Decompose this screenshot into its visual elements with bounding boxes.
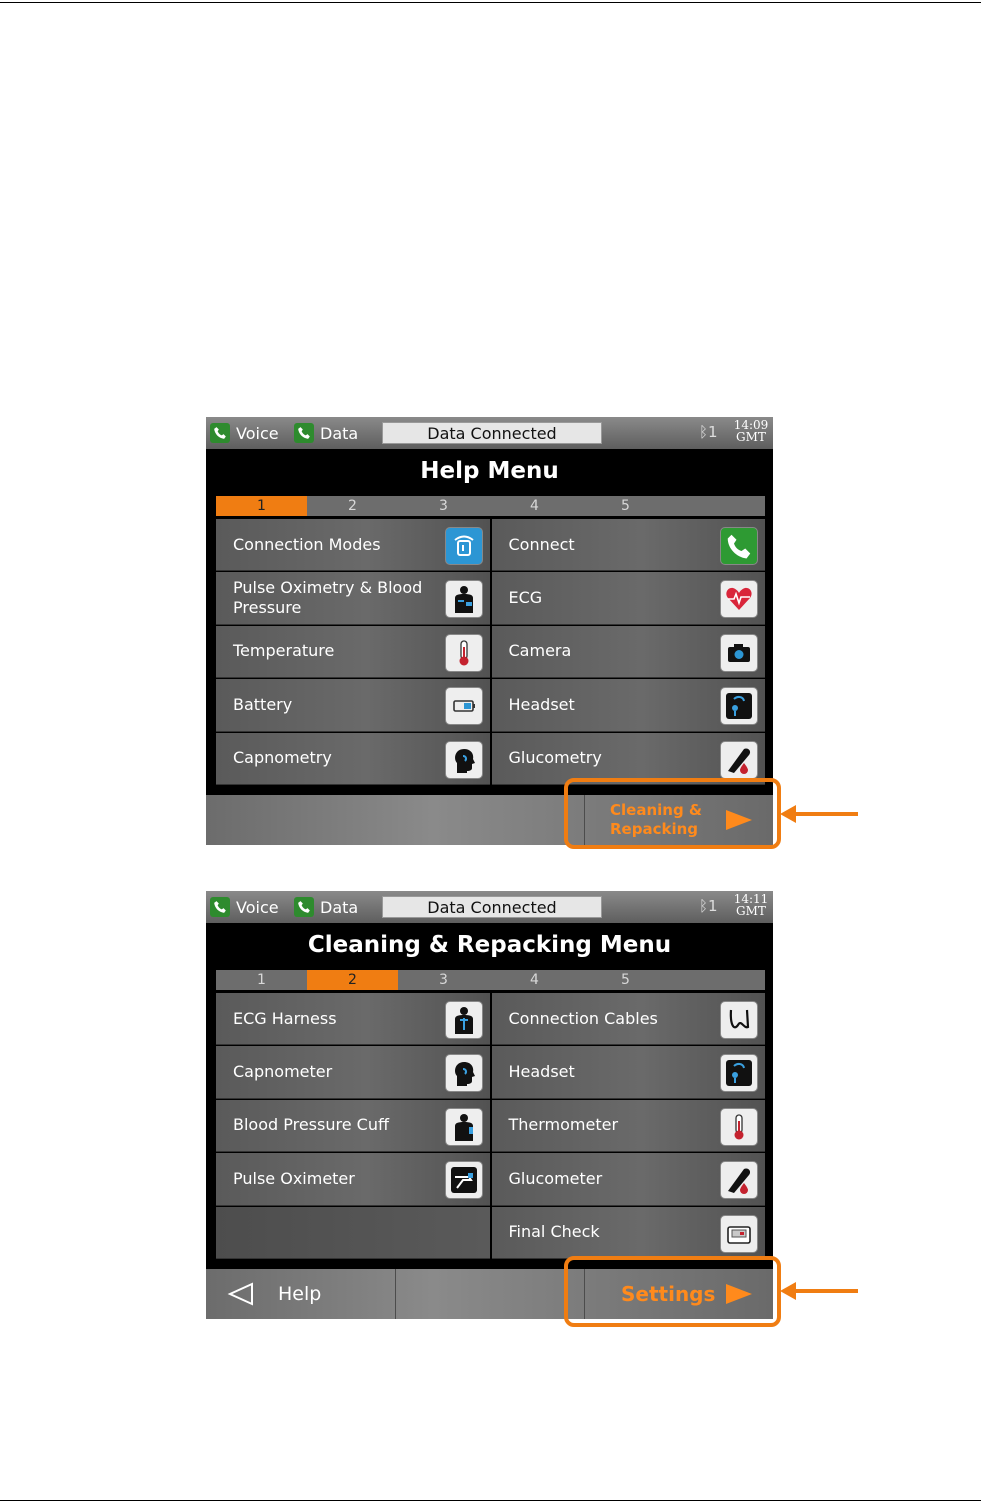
menu-item-label: Glucometry <box>508 748 602 768</box>
tab-page-5[interactable]: 5 <box>621 498 630 514</box>
camera-icon <box>720 634 758 672</box>
menu-item-capnometry[interactable] <box>216 733 490 785</box>
arrow-left-icon <box>780 1276 860 1306</box>
tab-page-4[interactable]: 4 <box>530 498 539 514</box>
bluetooth-status: ᛒ1 <box>699 423 718 441</box>
tab-page-1[interactable]: 1 <box>257 972 266 988</box>
menu-item-connect[interactable] <box>492 519 766 571</box>
bp-cuff-icon <box>445 1108 483 1146</box>
clock-time: 14:11 <box>733 892 769 906</box>
glucometer-icon <box>720 1161 758 1199</box>
phone-icon <box>210 897 230 917</box>
menu-item-final-check[interactable] <box>492 1207 766 1259</box>
capnometry-icon <box>445 1054 483 1092</box>
voice-label: Voice <box>236 897 279 917</box>
status-bar <box>206 891 773 923</box>
menu-item-capnometer[interactable] <box>216 1046 490 1098</box>
menu-item-thermometer[interactable] <box>492 1100 766 1152</box>
highlight-frame <box>564 1256 781 1327</box>
page-tabs <box>216 496 765 516</box>
page-title: Help Menu <box>420 458 559 484</box>
menu-empty-cell <box>216 1207 490 1259</box>
menu-item-ecg-harness[interactable] <box>216 993 490 1045</box>
voice-status <box>210 891 279 923</box>
glucometer-icon <box>720 741 758 779</box>
cleaning-repacking-menu-screen <box>206 891 773 1319</box>
page-tabs <box>216 970 765 990</box>
clock-timezone: GMT <box>736 904 766 918</box>
tab-page-5[interactable]: 5 <box>621 972 630 988</box>
menu-item-label: Battery <box>233 694 293 714</box>
tab-page-2[interactable]: 2 <box>348 498 357 514</box>
page-top-rule <box>0 2 981 3</box>
data-status <box>294 891 358 923</box>
ecg-harness-icon <box>445 1001 483 1039</box>
menu-item-connection-modes[interactable] <box>216 519 490 571</box>
pulse-oximeter-icon <box>445 1161 483 1199</box>
menu-item-label: Thermometer <box>508 1115 619 1135</box>
battery-icon <box>445 687 483 725</box>
menu-item-ecg[interactable] <box>492 572 766 624</box>
data-label: Data <box>320 423 359 443</box>
bluetooth-status: ᛒ1 <box>699 897 718 915</box>
tab-page-4[interactable]: 4 <box>530 972 539 988</box>
menu-item-label: ECG <box>508 588 543 608</box>
headset-icon <box>720 687 758 725</box>
page-title: Cleaning & Repacking Menu <box>307 932 672 958</box>
menu-grid <box>216 519 765 781</box>
phone-icon <box>294 423 314 443</box>
menu-item-label: Pulse Oximetry & Blood Pressure <box>233 578 423 618</box>
clock <box>731 419 771 443</box>
menu-item-label: Capnometer <box>233 1062 333 1082</box>
menu-item-label: Capnometry <box>233 748 332 768</box>
phone-icon <box>210 423 230 443</box>
clock-timezone: GMT <box>736 430 766 444</box>
phone-icon <box>294 897 314 917</box>
menu-item-label: Connection Cables <box>508 1008 658 1028</box>
menu-item-blood-pressure-cuff[interactable] <box>216 1100 490 1152</box>
data-label: Data <box>320 897 359 917</box>
thermometer-icon <box>445 634 483 672</box>
menu-item-label: Final Check <box>508 1222 600 1242</box>
heart-icon <box>720 580 758 618</box>
arrow-left-icon <box>226 1279 256 1309</box>
menu-item-label: Headset <box>508 1062 575 1082</box>
tab-page-2[interactable]: 2 <box>307 970 398 990</box>
cable-icon <box>720 1001 758 1039</box>
back-button-label: Help <box>278 1283 322 1305</box>
menu-item-headset[interactable] <box>492 679 766 731</box>
highlight-frame <box>564 778 781 849</box>
menu-item-label: Camera <box>508 641 572 661</box>
voice-label: Voice <box>236 423 279 443</box>
status-bar <box>206 417 773 449</box>
menu-item-label: Blood Pressure Cuff <box>233 1115 389 1135</box>
menu-item-label: ECG Harness <box>233 1008 337 1028</box>
menu-item-temperature[interactable] <box>216 626 490 678</box>
voice-status <box>210 417 279 449</box>
menu-item-pulse-oximetry-blood-pressure[interactable] <box>216 572 490 624</box>
help-back-button[interactable] <box>206 1269 396 1319</box>
next-button-label: Cleaning & Repacking <box>610 801 702 838</box>
menu-item-connection-cables[interactable] <box>492 993 766 1045</box>
headset-icon <box>720 1054 758 1092</box>
menu-item-label: Glucometer <box>508 1168 603 1188</box>
body-sensor-icon <box>445 580 483 618</box>
arrow-left-icon <box>780 799 860 829</box>
thermometer-icon <box>720 1108 758 1146</box>
clock-time: 14:09 <box>733 418 769 432</box>
menu-item-pulse-oximeter[interactable] <box>216 1153 490 1205</box>
menu-item-label: Connection Modes <box>233 534 381 554</box>
tab-page-1[interactable]: 1 <box>216 496 307 516</box>
clock <box>731 893 771 917</box>
next-button-label: Settings <box>621 1282 716 1306</box>
menu-item-camera[interactable] <box>492 626 766 678</box>
connection-modes-icon <box>445 527 483 565</box>
tab-page-3[interactable]: 3 <box>439 498 448 514</box>
menu-item-glucometer[interactable] <box>492 1153 766 1205</box>
menu-item-label: Headset <box>508 694 575 714</box>
phone-icon <box>720 527 758 565</box>
capnometry-icon <box>445 741 483 779</box>
bluetooth-icon: ᛒ <box>699 897 709 915</box>
menu-item-label: Pulse Oximeter <box>233 1168 355 1188</box>
menu-item-label: Temperature <box>233 641 335 661</box>
data-status <box>294 417 358 449</box>
menu-grid <box>216 993 765 1255</box>
connection-status: Data Connected <box>382 896 602 918</box>
page-bottom-rule <box>0 1500 981 1501</box>
device-case-icon <box>720 1215 758 1253</box>
menu-item-battery[interactable] <box>216 679 490 731</box>
menu-item-headset[interactable] <box>492 1046 766 1098</box>
bluetooth-icon: ᛒ <box>699 423 709 441</box>
connection-status: Data Connected <box>382 422 602 444</box>
tab-page-3[interactable]: 3 <box>439 972 448 988</box>
menu-item-label: Connect <box>508 534 575 554</box>
